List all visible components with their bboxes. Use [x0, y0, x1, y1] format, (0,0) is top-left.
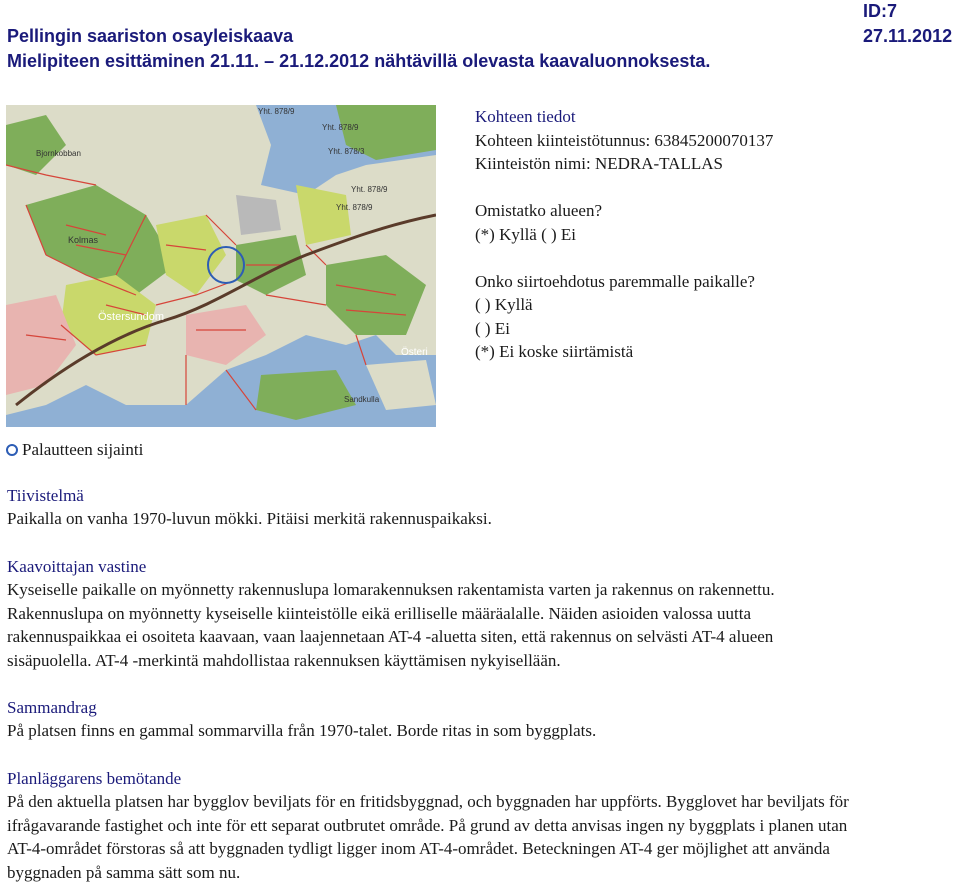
map-label: Yht. 878/9: [322, 123, 359, 132]
summary-sv: [7, 696, 953, 743]
response-sv-title: Planläggarens bemötande: [7, 769, 182, 788]
property-name: Kiinteistön nimi: NEDRA-TALLAS: [475, 154, 723, 173]
map-label: Yht. 878/9: [351, 185, 388, 194]
summary-fi-title: Tiivistelmä: [7, 486, 84, 505]
response-sv: [7, 767, 953, 884]
summary-sv-title: Sammandrag: [7, 698, 97, 717]
response-fi-line: Rakennuslupa on myönnetty kyseiselle kiinteistölle eikä erilliselle määräalalle. Näiden asioiden valossa uutta: [7, 603, 752, 623]
response-sv-line: ifrågavarande fastighet och inte för ett separat outbrutet område. På grund av detta anvisas ingen ny byggplats i planen utan: [7, 815, 848, 835]
relocation-option-yes: ( ) Kyllä: [475, 295, 533, 314]
document-title: Pellingin saariston osayleiskaava: [7, 26, 294, 46]
property-info-heading: Kohteen tiedot: [475, 107, 576, 126]
property-id: Kohteen kiinteistötunnus: 63845200070137: [475, 130, 774, 150]
map-label: Yht. 878/3: [328, 147, 365, 156]
property-info: [475, 105, 945, 364]
response-fi-line: sisäpuolella. AT-4 -merkintä mahdollistaa rakennuksen käyttämisen nykyisellään.: [7, 650, 561, 670]
ownership-answer: (*) Kyllä ( ) Ei: [475, 224, 577, 244]
map-label: Kolmas: [68, 235, 99, 245]
response-sv-line: På den aktuella platsen har bygglov beviljats för en fritidsbyggnad, och byggnaden har uppförts. Bygglovet har beviljats för: [7, 792, 849, 811]
location-circle-icon: [6, 444, 18, 456]
ownership-question: Omistatko alueen?: [475, 201, 602, 220]
feedback-location-legend: [6, 438, 143, 462]
relocation-question: Onko siirtoehdotus paremmalle paikalle?: [475, 271, 755, 291]
response-fi-line: Kyseiselle paikalle on myönnetty rakennuslupa lomarakennuksen rakentamista varten ja rakennus on rakennettu.: [7, 580, 775, 599]
response-fi: [7, 555, 953, 672]
summary-fi: [7, 484, 953, 531]
map-label: Yht. 878/9: [336, 203, 373, 212]
feedback-id: ID:7: [863, 1, 898, 21]
map-label: Sandkulla: [344, 395, 380, 404]
response-sv-line: byggnaden på samma sätt som nu.: [7, 862, 241, 882]
feedback-location-label: Palautteen sijainti: [22, 440, 144, 460]
location-map[interactable]: [6, 105, 436, 427]
relocation-option-no: ( ) Ei: [475, 318, 510, 338]
response-fi-line: rakennuspaikkaa ei osoiteta kaavaan, vaan laajennetaan AT-4 -aluetta siten, että rakennus on selvästi AT-4 alueen: [7, 627, 774, 646]
document-date: 27.11.2012: [863, 26, 953, 46]
document-subtitle: Mielipiteen esittäminen 21.11. – 21.12.2012 nähtävillä olevasta kaavaluonnoksesta.: [7, 51, 711, 71]
map-label: Österi: [401, 347, 428, 358]
map-label: Östersundom: [98, 311, 165, 323]
response-fi-title: Kaavoittajan vastine: [7, 557, 147, 576]
summary-sv-text: På platsen finns en gammal sommarvilla från 1970-talet. Borde ritas in som byggplats.: [7, 721, 597, 740]
map-label: Bjornkobban: [36, 149, 81, 158]
map-label: Yht. 878/9: [258, 107, 295, 116]
summary-fi-text: Paikalla on vanha 1970-luvun mökki. Pitäisi merkitä rakennuspaikaksi.: [7, 509, 492, 528]
response-sv-line: AT-4-området förstoras så att byggnaden tydligt ligger inom AT-4-området. Beteckningen AT-4 ger möjlighet att använda: [7, 839, 830, 858]
relocation-option-not-applicable: (*) Ei koske siirtämistä: [475, 342, 634, 361]
